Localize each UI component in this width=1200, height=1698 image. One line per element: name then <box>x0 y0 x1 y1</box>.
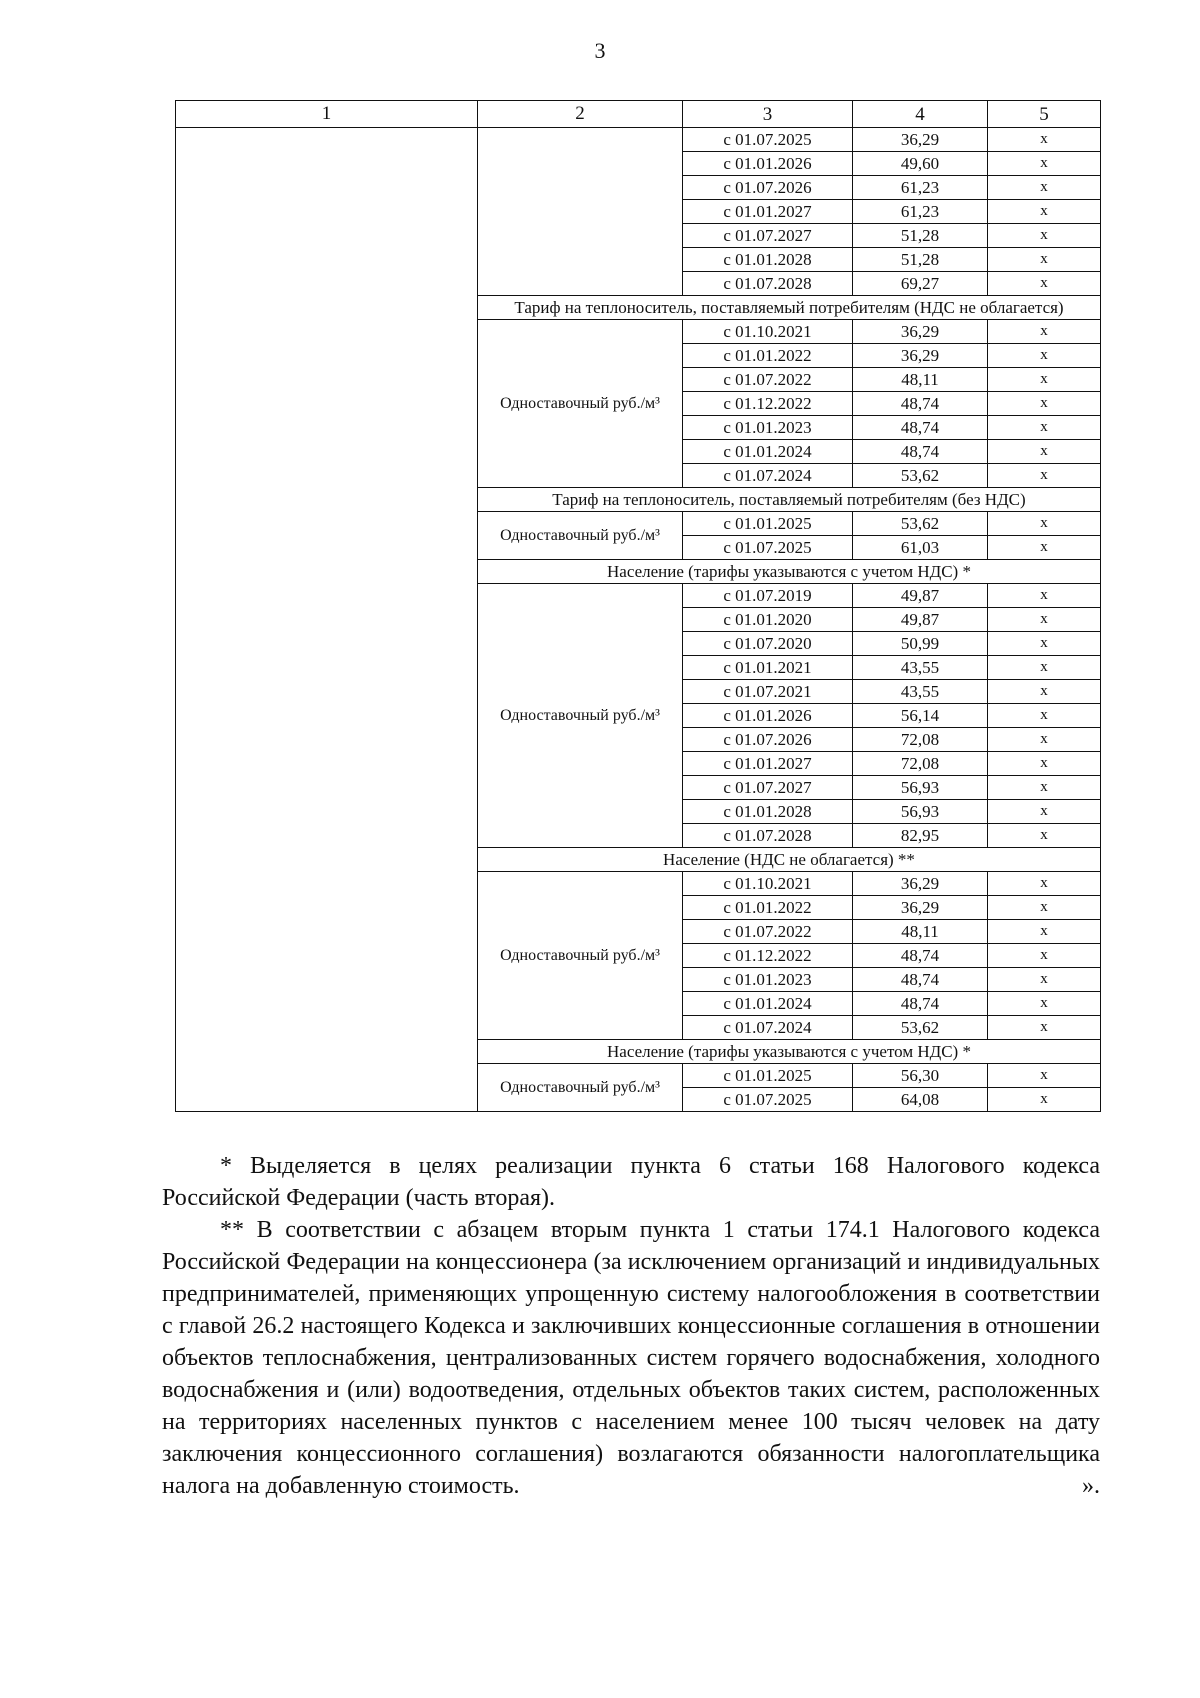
value-cell: 48,74 <box>853 416 988 440</box>
mark-cell: x <box>988 1016 1101 1040</box>
mark-cell: x <box>988 440 1101 464</box>
value-cell: 48,11 <box>853 368 988 392</box>
footnote-1: * Выделяется в целях реализации пункта 6 статьи 168 Налогового кодекса Российской Федерации (часть вторая). <box>162 1153 1100 1211</box>
tariff-type-cell: Одноставочный руб./м³ <box>478 872 683 1040</box>
value-cell: 61,23 <box>853 176 988 200</box>
value-cell: 43,55 <box>853 680 988 704</box>
date-cell: с 01.07.2020 <box>683 632 853 656</box>
value-cell: 72,08 <box>853 752 988 776</box>
mark-cell: x <box>988 224 1101 248</box>
date-cell: с 01.12.2022 <box>683 392 853 416</box>
header-cell-2: 2 <box>478 101 683 128</box>
date-cell: с 01.01.2023 <box>683 968 853 992</box>
mark-cell: x <box>988 824 1101 848</box>
mark-cell: x <box>988 752 1101 776</box>
value-cell: 49,87 <box>853 584 988 608</box>
date-cell: с 01.07.2028 <box>683 824 853 848</box>
value-cell: 56,93 <box>853 800 988 824</box>
section-title: Население (тарифы указываются с учетом НДС) * <box>478 1040 1101 1064</box>
value-cell: 61,03 <box>853 536 988 560</box>
value-cell: 64,08 <box>853 1088 988 1112</box>
date-cell: с 01.01.2022 <box>683 344 853 368</box>
value-cell: 36,29 <box>853 872 988 896</box>
date-cell: с 01.07.2021 <box>683 680 853 704</box>
mark-cell: x <box>988 728 1101 752</box>
value-cell: 53,62 <box>853 464 988 488</box>
mark-cell: x <box>988 776 1101 800</box>
value-cell: 48,74 <box>853 440 988 464</box>
date-cell: с 01.01.2025 <box>683 1064 853 1088</box>
mark-cell: x <box>988 1064 1101 1088</box>
value-cell: 36,29 <box>853 128 988 152</box>
value-cell: 51,28 <box>853 224 988 248</box>
section-title: Население (тарифы указываются с учетом НДС) * <box>478 560 1101 584</box>
value-cell: 56,14 <box>853 704 988 728</box>
footnote-2-text: ** В соответствии с абзацем вторым пункта 1 статьи 174.1 Налогового кодекса Российской Федерации на концессионера (за исключением организаций и индивидуальных предпринимателей, применяющих упрощенную систему налогообложения в соответствии с главой 26.2 настоящего Кодекса и заключивших концессионные соглашения в отношении объектов теплоснабжения, централизованных систем горячего водоснабжения, холодного водоснабжения и (или) водоотведения, отдельных объектов таких систем, расположенных на территориях населенных пунктов с населением менее 100 тысяч человек на дату заключения концессионного соглашения) возлагаются обязанности налогоплательщика налога на добавленную стоимость. <box>162 1217 1100 1499</box>
mark-cell: x <box>988 128 1101 152</box>
mark-cell: x <box>988 200 1101 224</box>
value-cell: 50,99 <box>853 632 988 656</box>
value-cell: 51,28 <box>853 248 988 272</box>
mark-cell: x <box>988 464 1101 488</box>
value-cell: 56,93 <box>853 776 988 800</box>
value-cell: 36,29 <box>853 320 988 344</box>
section-title: Тариф на теплоноситель, поставляемый потребителям (НДС не облагается) <box>478 296 1101 320</box>
date-cell: с 01.10.2021 <box>683 872 853 896</box>
date-cell: с 01.01.2023 <box>683 416 853 440</box>
mark-cell: x <box>988 584 1101 608</box>
date-cell: с 01.07.2025 <box>683 128 853 152</box>
date-cell: с 01.07.2024 <box>683 1016 853 1040</box>
mark-cell: x <box>988 608 1101 632</box>
mark-cell: x <box>988 992 1101 1016</box>
date-cell: с 01.01.2028 <box>683 800 853 824</box>
date-cell: с 01.07.2027 <box>683 224 853 248</box>
value-cell: 56,30 <box>853 1064 988 1088</box>
date-cell: с 01.01.2026 <box>683 704 853 728</box>
date-cell: с 01.01.2025 <box>683 512 853 536</box>
mark-cell: x <box>988 680 1101 704</box>
mark-cell: x <box>988 368 1101 392</box>
date-cell: с 01.01.2024 <box>683 440 853 464</box>
mark-cell: x <box>988 152 1101 176</box>
table-row <box>176 128 1101 152</box>
value-cell: 48,11 <box>853 920 988 944</box>
date-cell: с 01.07.2024 <box>683 464 853 488</box>
value-cell: 36,29 <box>853 344 988 368</box>
date-cell: с 01.01.2028 <box>683 248 853 272</box>
date-cell: с 01.01.2026 <box>683 152 853 176</box>
date-cell: с 01.01.2022 <box>683 896 853 920</box>
date-cell: с 01.07.2026 <box>683 176 853 200</box>
mark-cell: x <box>988 1088 1101 1112</box>
tariff-type-cell: Одноставочный руб./м³ <box>478 1064 683 1112</box>
date-cell: с 01.07.2025 <box>683 536 853 560</box>
tariff-type-cell: Одноставочный руб./м³ <box>478 320 683 488</box>
footnotes <box>162 1150 1100 1502</box>
date-cell: с 01.10.2021 <box>683 320 853 344</box>
tariff-table <box>175 100 1101 1112</box>
header-cell-1: 1 <box>176 101 478 128</box>
header-row <box>176 101 1101 128</box>
value-cell: 53,62 <box>853 1016 988 1040</box>
tariff-type-cell: Одноставочный руб./м³ <box>478 512 683 560</box>
mark-cell: x <box>988 656 1101 680</box>
value-cell: 48,74 <box>853 992 988 1016</box>
mark-cell: x <box>988 872 1101 896</box>
mark-cell: x <box>988 248 1101 272</box>
value-cell: 48,74 <box>853 944 988 968</box>
value-cell: 48,74 <box>853 392 988 416</box>
mark-cell: x <box>988 512 1101 536</box>
date-cell: с 01.07.2022 <box>683 920 853 944</box>
header-cell-5: 5 <box>988 101 1101 128</box>
value-cell: 69,27 <box>853 272 988 296</box>
value-cell: 72,08 <box>853 728 988 752</box>
mark-cell: x <box>988 704 1101 728</box>
tariff-type-cell: Одноставочный руб./м³ <box>478 584 683 848</box>
mark-cell: x <box>988 800 1101 824</box>
date-cell: с 01.01.2027 <box>683 200 853 224</box>
value-cell: 82,95 <box>853 824 988 848</box>
mark-cell: x <box>988 632 1101 656</box>
section-title: Население (НДС не облагается) ** <box>478 848 1101 872</box>
date-cell: с 01.07.2026 <box>683 728 853 752</box>
date-cell: с 01.07.2027 <box>683 776 853 800</box>
mark-cell: x <box>988 320 1101 344</box>
date-cell: с 01.07.2019 <box>683 584 853 608</box>
value-cell: 61,23 <box>853 200 988 224</box>
mark-cell: x <box>988 392 1101 416</box>
value-cell: 49,87 <box>853 608 988 632</box>
footnote-2 <box>162 1214 1100 1502</box>
header-cell-3: 3 <box>683 101 853 128</box>
value-cell: 53,62 <box>853 512 988 536</box>
mark-cell: x <box>988 968 1101 992</box>
mark-cell: x <box>988 176 1101 200</box>
date-cell: с 01.07.2025 <box>683 1088 853 1112</box>
mark-cell: x <box>988 536 1101 560</box>
value-cell: 36,29 <box>853 896 988 920</box>
mark-cell: x <box>988 944 1101 968</box>
value-cell: 49,60 <box>853 152 988 176</box>
value-cell: 48,74 <box>853 968 988 992</box>
page-number: 3 <box>594 38 606 63</box>
mark-cell: x <box>988 896 1101 920</box>
date-cell: с 01.12.2022 <box>683 944 853 968</box>
section-title: Тариф на теплоноситель, поставляемый потребителям (без НДС) <box>478 488 1101 512</box>
date-cell: с 01.01.2027 <box>683 752 853 776</box>
mark-cell: x <box>988 272 1101 296</box>
column1-cell <box>176 128 478 1112</box>
value-cell: 43,55 <box>853 656 988 680</box>
date-cell: с 01.01.2024 <box>683 992 853 1016</box>
mark-cell: x <box>988 416 1101 440</box>
closing-quote-mark: ». <box>1082 1473 1100 1499</box>
date-cell: с 01.01.2020 <box>683 608 853 632</box>
header-cell-4: 4 <box>853 101 988 128</box>
mark-cell: x <box>988 344 1101 368</box>
mark-cell: x <box>988 920 1101 944</box>
date-cell: с 01.07.2028 <box>683 272 853 296</box>
tariff-type-cell <box>478 128 683 296</box>
date-cell: с 01.07.2022 <box>683 368 853 392</box>
date-cell: с 01.01.2021 <box>683 656 853 680</box>
